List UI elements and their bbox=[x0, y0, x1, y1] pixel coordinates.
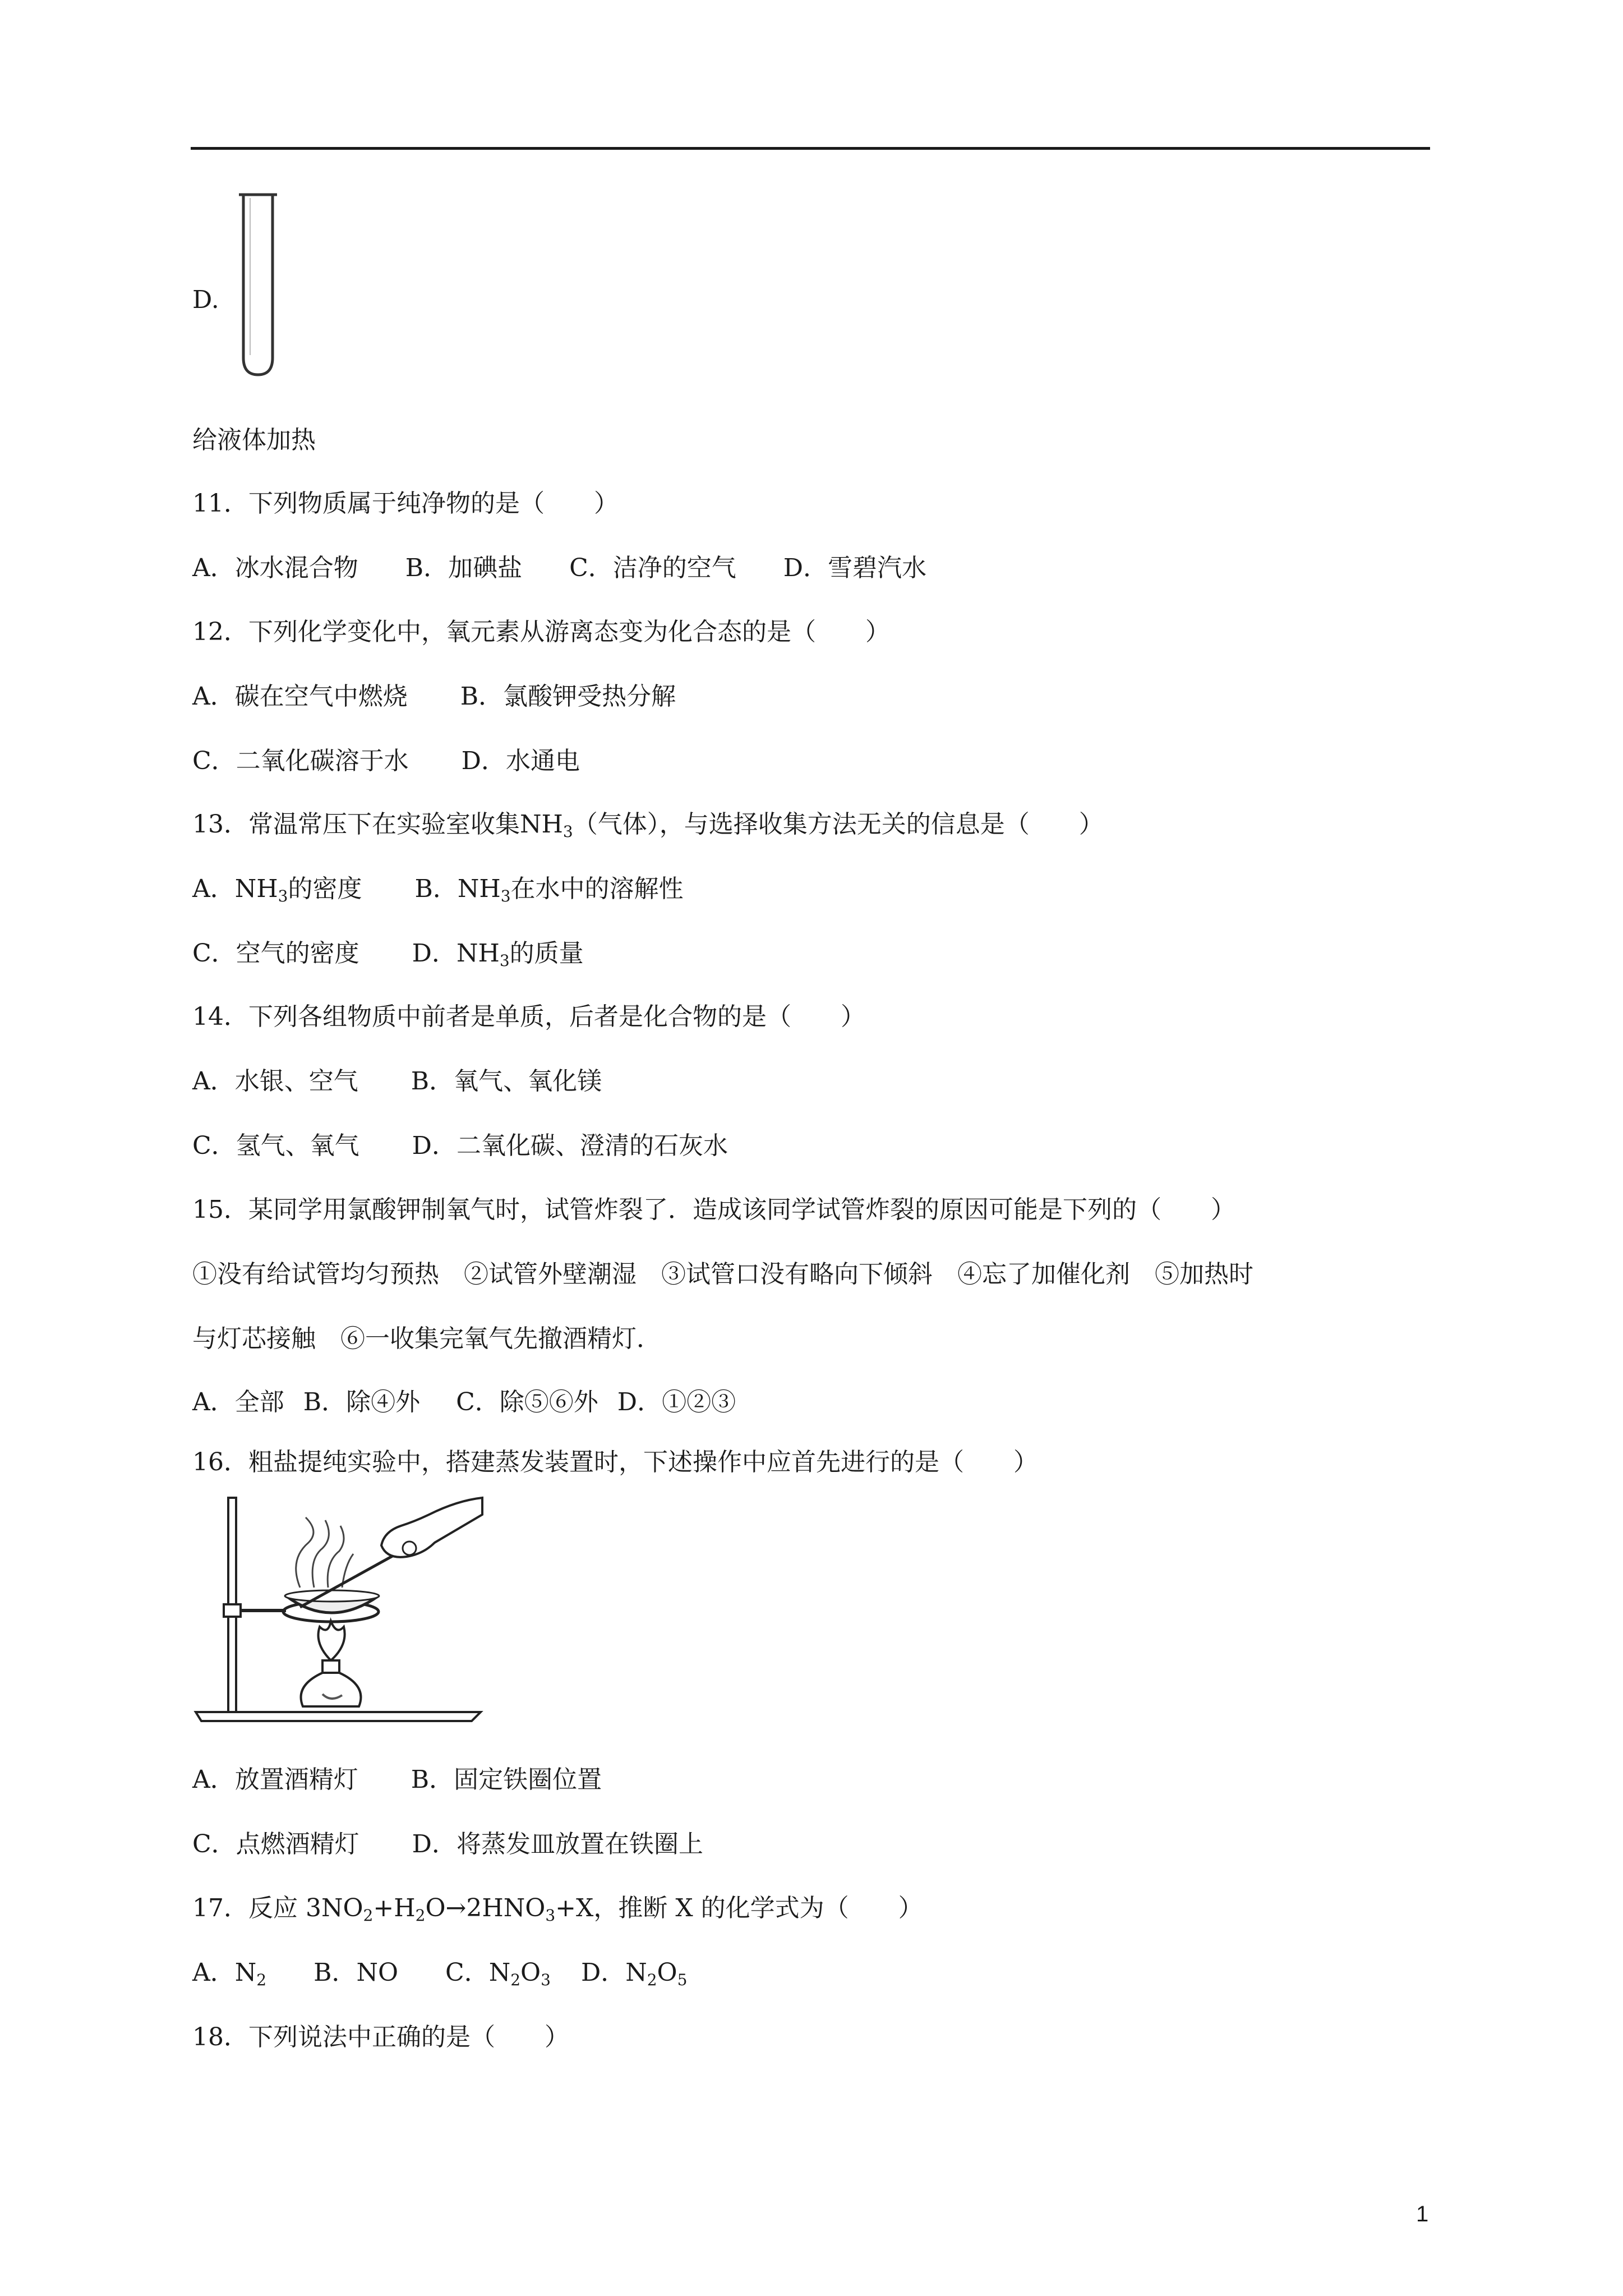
question-15-items-line1: ①没有给试管均匀预热 ②试管外壁潮湿 ③试管口没有略向下倾斜 ④忘了加催化剂 ⑤加热时 bbox=[192, 1260, 1253, 1289]
q13-a-formula: NH bbox=[234, 875, 278, 903]
q17-d-sub: 2 bbox=[647, 1971, 657, 1989]
prev-question-caption: 给液体加热 bbox=[192, 426, 316, 454]
q13-a-pre: A． bbox=[192, 875, 235, 903]
question-16-options-row1 bbox=[192, 1763, 602, 1797]
q17-d-formula: O bbox=[657, 1958, 677, 1987]
q17-option-c[interactable] bbox=[445, 1956, 551, 1997]
q12-option-a[interactable]: A．碳在空气中燃烧 bbox=[192, 682, 408, 711]
q17-stem-part: +X，推断 X 的化学式为（ ） bbox=[555, 1894, 923, 1922]
q17-a-sub: 2 bbox=[256, 1971, 267, 1989]
q13-a-sub: 3 bbox=[278, 887, 288, 905]
q12-option-b[interactable]: B．氯酸钾受热分解 bbox=[460, 682, 676, 711]
q14-option-a[interactable]: A．水银、空气 bbox=[192, 1067, 358, 1096]
q15-option-c[interactable]: C．除⑤⑥外 bbox=[456, 1388, 598, 1416]
q13-stem-formula: NH bbox=[520, 810, 563, 839]
q14-option-d[interactable]: D．二氧化碳、澄清的石灰水 bbox=[412, 1131, 728, 1160]
q17-option-b[interactable] bbox=[313, 1956, 398, 1990]
q14-option-c[interactable]: C．氢气、氧气 bbox=[192, 1131, 359, 1160]
question-15-stem: 15．某同学用氯酸钾制氧气时，试管炸裂了．造成该同学试管炸裂的原因可能是下列的（ ） bbox=[192, 1195, 1235, 1224]
q17-c-sub: 2 bbox=[510, 1971, 521, 1989]
question-11-options bbox=[192, 551, 926, 585]
q17-c-pre: C． bbox=[445, 1958, 489, 1987]
q11-option-b[interactable]: B．加碘盐 bbox=[405, 554, 523, 582]
q16-option-d[interactable]: D．将蒸发皿放置在铁圈上 bbox=[412, 1830, 703, 1858]
q13-d-formula: NH bbox=[456, 939, 500, 968]
q17-d-formula: N bbox=[625, 1958, 647, 1987]
q11-option-d[interactable]: D．雪碧汽水 bbox=[783, 554, 927, 582]
q17-b-pre: B． bbox=[313, 1958, 357, 1987]
question-14-options-row2 bbox=[192, 1129, 728, 1163]
q17-stem-part: O→2HNO bbox=[425, 1894, 546, 1922]
q13-b-post: 在水中的溶解性 bbox=[510, 875, 684, 903]
q17-option-a[interactable] bbox=[192, 1956, 266, 1997]
q13-stem-pre: 13．常温常压下在实验室收集 bbox=[192, 810, 520, 839]
q17-option-d[interactable] bbox=[581, 1956, 688, 1997]
q11-option-a[interactable]: A．冰水混合物 bbox=[192, 554, 358, 582]
question-16-stem: 16．粗盐提纯实验中，搭建蒸发装置时，下述操作中应首先进行的是（ ） bbox=[192, 1448, 1038, 1476]
question-17-options bbox=[192, 1956, 687, 1997]
q17-stem-part: 17．反应 3NO bbox=[192, 1894, 363, 1922]
q17-c-formula: N bbox=[488, 1958, 511, 1987]
question-17-stem bbox=[192, 1892, 923, 1932]
q17-d-pre: D． bbox=[580, 1958, 626, 1987]
q17-stem-part: +H bbox=[373, 1894, 416, 1922]
q13-b-sub: 3 bbox=[500, 887, 511, 905]
question-18-stem: 18．下列说法中正确的是（ ） bbox=[192, 2023, 569, 2051]
q15-option-b[interactable]: B．除④外 bbox=[303, 1388, 421, 1416]
question-16-options-row2 bbox=[192, 1828, 703, 1861]
evaporation-apparatus-icon bbox=[193, 1492, 485, 1728]
q13-d-post: 的质量 bbox=[509, 939, 584, 968]
q17-c-sub: 3 bbox=[541, 1971, 551, 1989]
q16-option-b[interactable]: B．固定铁圈位置 bbox=[411, 1765, 602, 1794]
q13-b-formula: NH bbox=[457, 875, 501, 903]
q13-b-pre: B． bbox=[414, 875, 458, 903]
q17-stem-sub: 2 bbox=[415, 1906, 426, 1925]
q14-option-b[interactable]: B．氧气、氧化镁 bbox=[411, 1067, 602, 1096]
q15-option-a[interactable]: A．全部 bbox=[192, 1388, 284, 1416]
q12-option-d[interactable]: D．水通电 bbox=[461, 747, 580, 775]
q17-stem-sub: 3 bbox=[545, 1906, 556, 1925]
q13-option-a[interactable] bbox=[192, 872, 362, 913]
q13-d-sub: 3 bbox=[499, 951, 510, 970]
q17-d-sub: 5 bbox=[677, 1971, 688, 1989]
q17-c-formula: O bbox=[520, 1958, 541, 1987]
q17-a-formula: N bbox=[234, 1958, 257, 1987]
question-12-stem: 12．下列化学变化中，氧元素从游离态变为化合态的是（ ） bbox=[192, 618, 890, 646]
question-14-options-row1 bbox=[192, 1065, 602, 1098]
question-14-stem: 14．下列各组物质中前者是单质，后者是化合物的是（ ） bbox=[192, 1002, 865, 1031]
q13-d-pre: D． bbox=[412, 939, 457, 968]
q13-option-b[interactable] bbox=[414, 872, 683, 913]
q16-option-c[interactable]: C．点燃酒精灯 bbox=[192, 1830, 359, 1858]
q17-a-pre: A． bbox=[192, 1958, 235, 1987]
option-d-label: D. bbox=[192, 286, 219, 314]
q17-stem-sub: 2 bbox=[363, 1906, 374, 1925]
q16-option-a[interactable]: A．放置酒精灯 bbox=[192, 1765, 358, 1794]
question-13-stem bbox=[192, 808, 1104, 849]
question-13-options-row2 bbox=[192, 937, 584, 978]
q13-stem-sub: 3 bbox=[562, 822, 573, 841]
question-15-items-line2: 与灯芯接触 ⑥一收集完氧气先撤酒精灯． bbox=[192, 1324, 661, 1353]
q13-c-pre: C．空气的密度 bbox=[192, 939, 359, 968]
q12-option-c[interactable]: C．二氧化碳溶于水 bbox=[192, 747, 409, 775]
q13-a-post: 的密度 bbox=[288, 875, 362, 903]
q17-b-formula: NO bbox=[356, 1958, 399, 1987]
question-12-options-row1 bbox=[192, 680, 676, 714]
q15-option-d[interactable]: D．①②③ bbox=[617, 1388, 736, 1416]
test-tube-icon bbox=[236, 192, 280, 378]
q13-option-c[interactable] bbox=[192, 937, 359, 970]
question-11-stem: 11．下列物质属于纯净物的是（ ） bbox=[192, 489, 619, 518]
q11-option-c[interactable]: C．洁净的空气 bbox=[569, 554, 736, 582]
q13-stem-post: （气体），与选择收集方法无关的信息是（ ） bbox=[573, 810, 1104, 839]
header-rule bbox=[191, 147, 1430, 150]
question-15-options bbox=[192, 1386, 736, 1419]
question-13-options-row1 bbox=[192, 872, 684, 913]
q13-option-d[interactable] bbox=[412, 937, 584, 978]
question-12-options-row2 bbox=[192, 744, 580, 778]
page-number: 1 bbox=[1416, 2202, 1429, 2226]
